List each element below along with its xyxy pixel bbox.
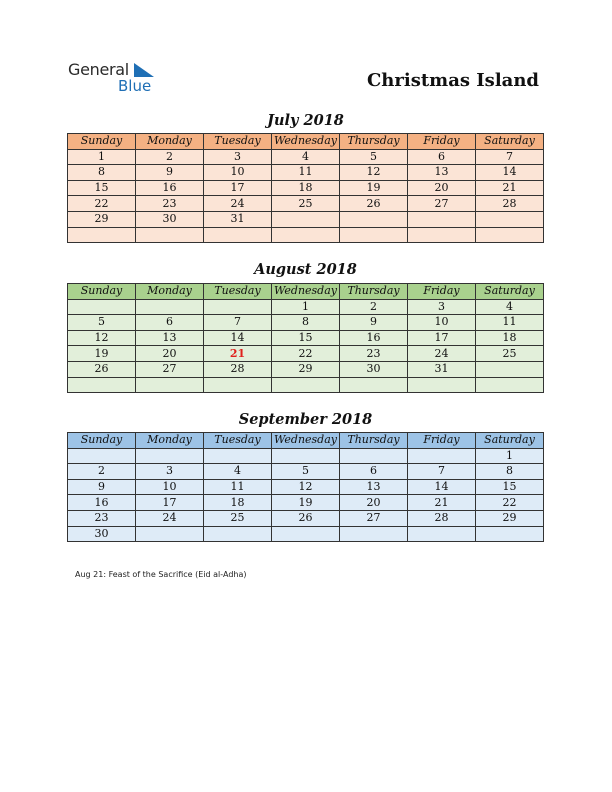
day-cell: 23 [68, 510, 136, 526]
day-cell: 30 [340, 361, 408, 377]
day-cell: 13 [136, 330, 204, 346]
day-cell [408, 377, 476, 393]
weekday-header: Sunday [68, 433, 136, 449]
week-row [68, 377, 544, 393]
day-cell: 2 [340, 299, 408, 315]
logo-text-blue: Blue [118, 77, 152, 95]
day-cell [408, 227, 476, 243]
day-cell [204, 377, 272, 393]
day-cell: 28 [476, 196, 544, 212]
day-cell: 16 [340, 330, 408, 346]
weekday-header: Sunday [68, 134, 136, 150]
day-cell: 17 [408, 330, 476, 346]
day-cell: 10 [136, 479, 204, 495]
week-row [68, 448, 544, 464]
day-cell: 26 [340, 196, 408, 212]
day-cell: 3 [136, 464, 204, 480]
day-cell [68, 299, 136, 315]
day-cell [476, 227, 544, 243]
day-cell: 8 [272, 315, 340, 331]
day-cell: 4 [204, 464, 272, 480]
day-cell [136, 526, 204, 542]
weekday-header: Wednesday [272, 433, 340, 449]
day-cell: 22 [476, 495, 544, 511]
day-cell: 12 [272, 479, 340, 495]
week-row [68, 196, 544, 212]
calendar-august [67, 283, 544, 393]
week-row [68, 180, 544, 196]
day-cell: 1 [476, 448, 544, 464]
day-cell: 5 [68, 315, 136, 331]
week-row [68, 227, 544, 243]
day-cell [340, 526, 408, 542]
day-cell [272, 377, 340, 393]
weekday-header: Friday [408, 433, 476, 449]
day-cell [68, 377, 136, 393]
weekday-header-row [68, 134, 544, 150]
day-cell: 15 [476, 479, 544, 495]
day-cell: 17 [136, 495, 204, 511]
week-row [68, 479, 544, 495]
week-row [68, 211, 544, 227]
day-cell: 9 [68, 479, 136, 495]
day-cell: 31 [204, 211, 272, 227]
day-cell: 23 [340, 346, 408, 362]
day-cell: 20 [136, 346, 204, 362]
weekday-header: Thursday [340, 433, 408, 449]
day-cell: 21 [476, 180, 544, 196]
weekday-header: Friday [408, 284, 476, 300]
month-title-september: September 2018 [238, 411, 373, 428]
day-cell: 12 [340, 165, 408, 181]
day-cell [476, 211, 544, 227]
day-cell: 20 [408, 180, 476, 196]
day-cell [136, 448, 204, 464]
day-cell [204, 448, 272, 464]
day-cell: 4 [272, 149, 340, 165]
weekday-header: Wednesday [272, 284, 340, 300]
weekday-header: Monday [136, 433, 204, 449]
day-cell: 15 [272, 330, 340, 346]
day-cell: 7 [408, 464, 476, 480]
calendar-september [67, 432, 544, 542]
weekday-header: Wednesday [272, 134, 340, 150]
day-cell [340, 227, 408, 243]
logo-text-general: General [68, 60, 129, 79]
day-cell: 25 [204, 510, 272, 526]
day-cell: 11 [476, 315, 544, 331]
day-cell [68, 227, 136, 243]
day-cell [136, 377, 204, 393]
day-cell: 1 [272, 299, 340, 315]
weekday-header: Tuesday [204, 134, 272, 150]
day-cell: 3 [204, 149, 272, 165]
day-cell: 19 [68, 346, 136, 362]
day-cell: 22 [272, 346, 340, 362]
day-cell: 15 [68, 180, 136, 196]
day-cell [340, 211, 408, 227]
week-row [68, 361, 544, 377]
day-cell: 2 [68, 464, 136, 480]
weekday-header: Saturday [476, 134, 544, 150]
day-cell: 30 [68, 526, 136, 542]
day-cell: 6 [136, 315, 204, 331]
day-cell: 1 [68, 149, 136, 165]
day-cell: 11 [272, 165, 340, 181]
day-cell: 5 [340, 149, 408, 165]
day-cell: 6 [340, 464, 408, 480]
day-cell: 13 [340, 479, 408, 495]
day-cell: 28 [204, 361, 272, 377]
weekday-header: Saturday [476, 433, 544, 449]
day-cell: 19 [340, 180, 408, 196]
day-cell [272, 448, 340, 464]
week-row [68, 165, 544, 181]
day-cell: 20 [340, 495, 408, 511]
day-cell: 28 [408, 510, 476, 526]
country-title: Christmas Island [366, 70, 539, 91]
weekday-header-row [68, 284, 544, 300]
logo [68, 60, 168, 96]
day-cell: 29 [68, 211, 136, 227]
day-cell [476, 361, 544, 377]
day-cell: 10 [204, 165, 272, 181]
week-row [68, 526, 544, 542]
weekday-header: Monday [136, 284, 204, 300]
week-row [68, 495, 544, 511]
day-cell: 25 [272, 196, 340, 212]
week-row [68, 346, 544, 362]
day-cell: 21 [408, 495, 476, 511]
day-cell: 13 [408, 165, 476, 181]
day-cell: 8 [68, 165, 136, 181]
weekday-header: Friday [408, 134, 476, 150]
week-row [68, 299, 544, 315]
weekday-header-row [68, 433, 544, 449]
day-cell: 12 [68, 330, 136, 346]
day-cell [340, 448, 408, 464]
day-cell: 8 [476, 464, 544, 480]
day-cell [408, 448, 476, 464]
day-cell [204, 299, 272, 315]
weekday-header: Saturday [476, 284, 544, 300]
day-cell [408, 526, 476, 542]
week-row [68, 149, 544, 165]
day-cell [204, 227, 272, 243]
day-cell [272, 526, 340, 542]
day-cell: 16 [68, 495, 136, 511]
month-title-july: July 2018 [267, 112, 344, 129]
day-cell: 4 [476, 299, 544, 315]
weekday-header: Tuesday [204, 433, 272, 449]
day-cell: 9 [340, 315, 408, 331]
day-cell [68, 448, 136, 464]
day-cell: 14 [408, 479, 476, 495]
day-cell [136, 299, 204, 315]
day-cell: 29 [272, 361, 340, 377]
day-cell: 26 [272, 510, 340, 526]
day-cell: 24 [204, 196, 272, 212]
day-cell: 27 [408, 196, 476, 212]
weekday-header: Monday [136, 134, 204, 150]
day-cell: 3 [408, 299, 476, 315]
day-cell [272, 227, 340, 243]
day-cell [408, 211, 476, 227]
day-cell: 18 [476, 330, 544, 346]
day-cell: 27 [136, 361, 204, 377]
day-cell: 5 [272, 464, 340, 480]
weekday-header: Thursday [340, 134, 408, 150]
day-cell [272, 211, 340, 227]
day-cell: 18 [204, 495, 272, 511]
weekday-header: Tuesday [204, 284, 272, 300]
logo-triangle-icon [134, 63, 154, 77]
day-cell: 16 [136, 180, 204, 196]
month-title-august: August 2018 [254, 261, 357, 278]
day-cell: 17 [204, 180, 272, 196]
day-cell: 22 [68, 196, 136, 212]
week-row [68, 315, 544, 331]
holiday-note: Aug 21: Feast of the Sacrifice (Eid al-Adha) [75, 570, 247, 579]
day-cell: 18 [272, 180, 340, 196]
day-cell: 14 [204, 330, 272, 346]
week-row [68, 330, 544, 346]
day-cell [136, 227, 204, 243]
day-cell: 27 [340, 510, 408, 526]
day-cell: 2 [136, 149, 204, 165]
week-row [68, 510, 544, 526]
calendar-july [67, 133, 544, 243]
day-cell [204, 526, 272, 542]
day-cell: 10 [408, 315, 476, 331]
day-cell: 7 [204, 315, 272, 331]
holiday-day-cell: 21 [204, 346, 272, 362]
weekday-header: Sunday [68, 284, 136, 300]
day-cell: 24 [136, 510, 204, 526]
day-cell: 6 [408, 149, 476, 165]
day-cell: 30 [136, 211, 204, 227]
week-row [68, 464, 544, 480]
day-cell [476, 526, 544, 542]
day-cell: 24 [408, 346, 476, 362]
day-cell: 23 [136, 196, 204, 212]
day-cell: 9 [136, 165, 204, 181]
weekday-header: Thursday [340, 284, 408, 300]
day-cell: 14 [476, 165, 544, 181]
day-cell: 26 [68, 361, 136, 377]
day-cell: 31 [408, 361, 476, 377]
day-cell: 7 [476, 149, 544, 165]
day-cell: 19 [272, 495, 340, 511]
day-cell: 25 [476, 346, 544, 362]
day-cell: 11 [204, 479, 272, 495]
day-cell [340, 377, 408, 393]
day-cell: 29 [476, 510, 544, 526]
day-cell [476, 377, 544, 393]
